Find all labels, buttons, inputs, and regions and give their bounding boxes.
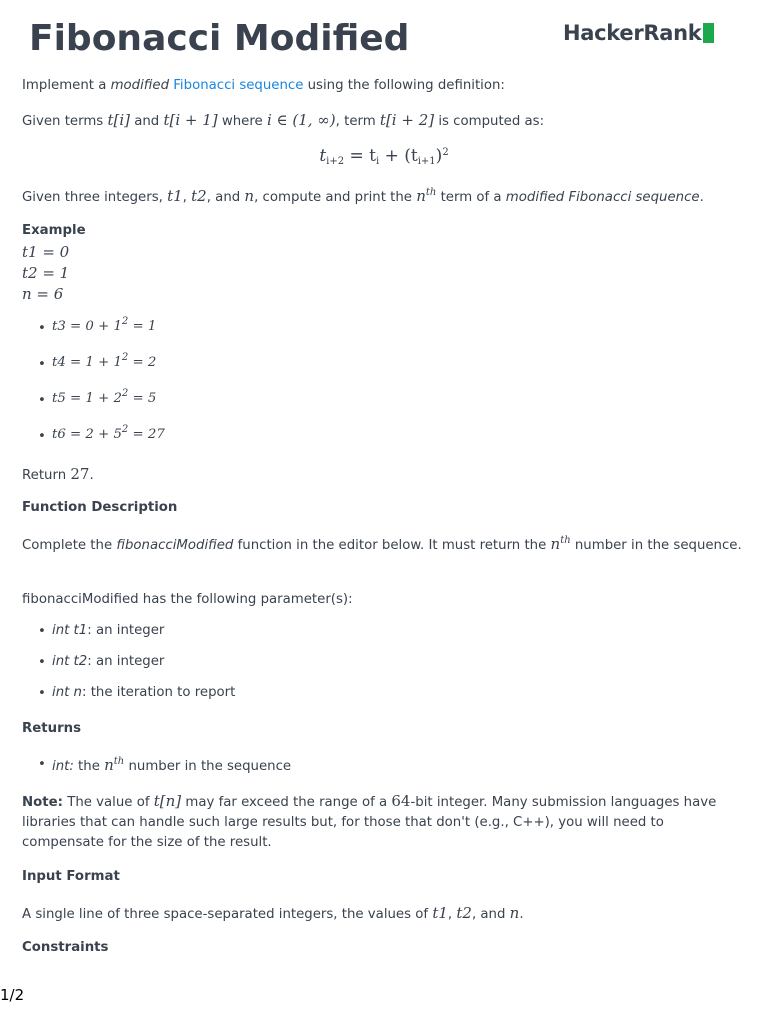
definition-paragraph: Given terms t[i] and t[i + 1] where i ∈ (1, ∞), term t[i + 2] is computed as: xyxy=(22,111,545,129)
example-step: $t6 = 2 + 5^2 = 27$ xyxy=(52,424,165,442)
returns-heading: Returns xyxy=(22,721,82,736)
parameter-item: int t2: an integer xyxy=(52,654,165,669)
parameters-intro: fibonacciModified has the following parameter(s): xyxy=(22,592,353,607)
example-step: $t5 = 1 + 2^2 = 5$ xyxy=(52,388,157,406)
example-heading: Example xyxy=(22,223,86,238)
note-paragraph: Note: The value of t[n] may far exceed the range of a 64-bit integer. Many submission languages have libraries that can handle such large results but, for those that don't (e.g., C++), you will need to compensate for the size of the result. xyxy=(22,792,717,850)
bullet-icon: • xyxy=(38,357,46,372)
example-step: $t4 = 1 + 1^2 = 2$ xyxy=(52,352,157,370)
constraints-heading: Constraints xyxy=(22,940,109,955)
bullet-icon: • xyxy=(38,393,46,408)
function-description-paragraph: Complete the fibonacciModified function in the editor below. It must return the $n^{th}$ number in the sequence. xyxy=(22,535,742,553)
function-description-heading: Function Description xyxy=(22,500,178,515)
example-return: Return 27. xyxy=(22,465,94,483)
hackerrank-logo xyxy=(563,18,714,48)
bullet-icon: • xyxy=(38,624,46,639)
example-step: $t3 = 0 + 1^2 = 1$ xyxy=(52,316,157,334)
recurrence-formula: $t_{i+2} = t_i + (t_{i+1})^2$ xyxy=(319,146,449,167)
input-format-heading: Input Format xyxy=(22,869,120,884)
example-line-n: n = 6 xyxy=(22,285,64,303)
bullet-icon: • xyxy=(38,757,46,772)
logo-mark-icon xyxy=(703,23,714,43)
parameter-item: int n: the iteration to report xyxy=(52,685,236,700)
bullet-icon: • xyxy=(38,429,46,444)
bullet-icon: • xyxy=(38,321,46,336)
example-line-t1: t1 = 0 xyxy=(22,243,70,261)
bullet-icon: • xyxy=(38,655,46,670)
intro-paragraph: Implement a modified Fibonacci sequence using the following definition: xyxy=(22,78,505,93)
bullet-icon: • xyxy=(38,686,46,701)
parameter-item: int t1: an integer xyxy=(52,623,165,638)
fibonacci-sequence-link[interactable]: Fibonacci sequence xyxy=(173,78,304,93)
page-number: 1/2 xyxy=(0,986,25,1004)
returns-item: int: the $n^{th}$ number in the sequence xyxy=(52,756,292,774)
task-paragraph: Given three integers, t1, t2, and n, compute and print the $n^{th}$ term of a modified Fibonacci sequence. xyxy=(22,187,704,205)
example-line-t2: t2 = 1 xyxy=(22,264,70,282)
page-title: Fibonacci Modified xyxy=(29,18,410,59)
logo-text: HackerRank xyxy=(563,21,702,45)
input-format-paragraph: A single line of three space-separated integers, the values of t1, t2, and n. xyxy=(22,904,524,922)
